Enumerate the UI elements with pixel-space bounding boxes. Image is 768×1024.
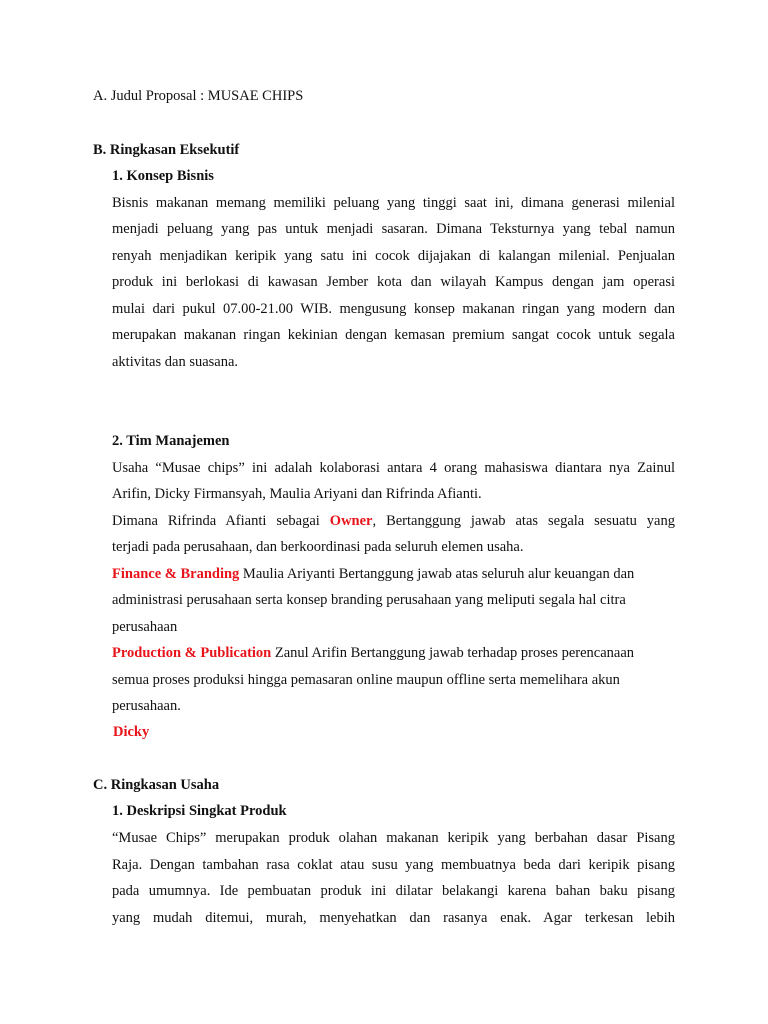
paragraph-line: administrasi perusahaan serta konsep branding perusahaan yang meliputi segala hal citra — [112, 592, 626, 608]
tim-manajemen-heading: 2. Tim Manajemen — [112, 433, 230, 449]
paragraph-line: “Musae Chips” merupakan produk olahan makanan keripik yang berbahan dasar Pisang — [112, 830, 675, 846]
paragraph-line: Bisnis makanan memang memiliki peluang yang tinggi saat ini, dimana generasi milenial — [112, 195, 675, 211]
section-b-heading: B. Ringkasan Eksekutif — [93, 142, 240, 158]
production-text: Zanul Arifin Bertanggung jawab terhadap proses perencanaan — [271, 645, 635, 661]
deskripsi-heading: 1. Deskripsi Singkat Produk — [112, 803, 287, 819]
production-label: Production & Publication — [112, 645, 272, 661]
konsep-bisnis-heading: 1. Konsep Bisnis — [112, 168, 214, 184]
proposal-title: A. Judul Proposal : MUSAE CHIPS — [93, 88, 304, 104]
paragraph-line: perusahaan — [112, 619, 178, 635]
paragraph-line: menjadi peluang yang pas untuk menjadi sasaran. Dimana Teksturnya yang tebal namun — [112, 221, 675, 237]
paragraph-line: merupakan makanan ringan kekinian dengan kemasan premium sangat cocok untuk segala — [112, 327, 675, 343]
section-c-heading: C. Ringkasan Usaha — [93, 777, 220, 793]
paragraph-line: Arifin, Dicky Firmansyah, Maulia Ariyani dan Rifrinda Afianti. — [112, 486, 482, 502]
finance-label: Finance & Branding — [112, 566, 240, 582]
owner-text-before: Dimana Rifrinda Afianti sebagai — [112, 513, 330, 529]
dicky-label: Dicky — [113, 724, 150, 740]
paragraph-line: mulai dari pukul 07.00-21.00 WIB. mengusung konsep makanan ringan yang modern dan — [112, 301, 675, 317]
paragraph-line: aktivitas dan suasana. — [112, 354, 239, 370]
owner-text-after: , Bertanggung jawab atas segala sesuatu yang — [372, 513, 675, 529]
paragraph-line: produk ini berlokasi di kawasan Jember kota dan wilayah Kampus dengan jam operasi — [112, 274, 675, 290]
finance-text: Maulia Ariyanti Bertanggung jawab atas seluruh alur keuangan dan — [239, 566, 635, 582]
paragraph-line: perusahaan. — [112, 698, 181, 714]
paragraph-line: Raja. Dengan tambahan rasa coklat atau susu yang membuatnya beda dari keripik pisang — [112, 857, 675, 873]
paragraph-line: pada umumnya. Ide pembuatan produk ini dilatar belakangi karena bahan baku pisang — [112, 883, 675, 899]
paragraph-line: yang mudah ditemui, murah, menyehatkan dan rasanya enak. Agar terkesan lebih — [112, 910, 675, 926]
paragraph-line: renyah menjadikan keripik yang satu ini cocok dijajakan di kalangan milenial. Penjualan — [112, 248, 675, 264]
production-line — [112, 644, 634, 662]
owner-label: Owner — [329, 513, 373, 529]
finance-line — [112, 565, 634, 583]
paragraph-line: Usaha “Musae chips” ini adalah kolaborasi antara 4 orang mahasiswa diantara nya Zainul — [112, 460, 675, 476]
owner-line — [112, 512, 675, 530]
paragraph-line: terjadi pada perusahaan, dan berkoordinasi pada seluruh elemen usaha. — [112, 539, 524, 555]
paragraph-line: semua proses produksi hingga pemasaran online maupun offline serta memelihara akun — [112, 672, 620, 688]
